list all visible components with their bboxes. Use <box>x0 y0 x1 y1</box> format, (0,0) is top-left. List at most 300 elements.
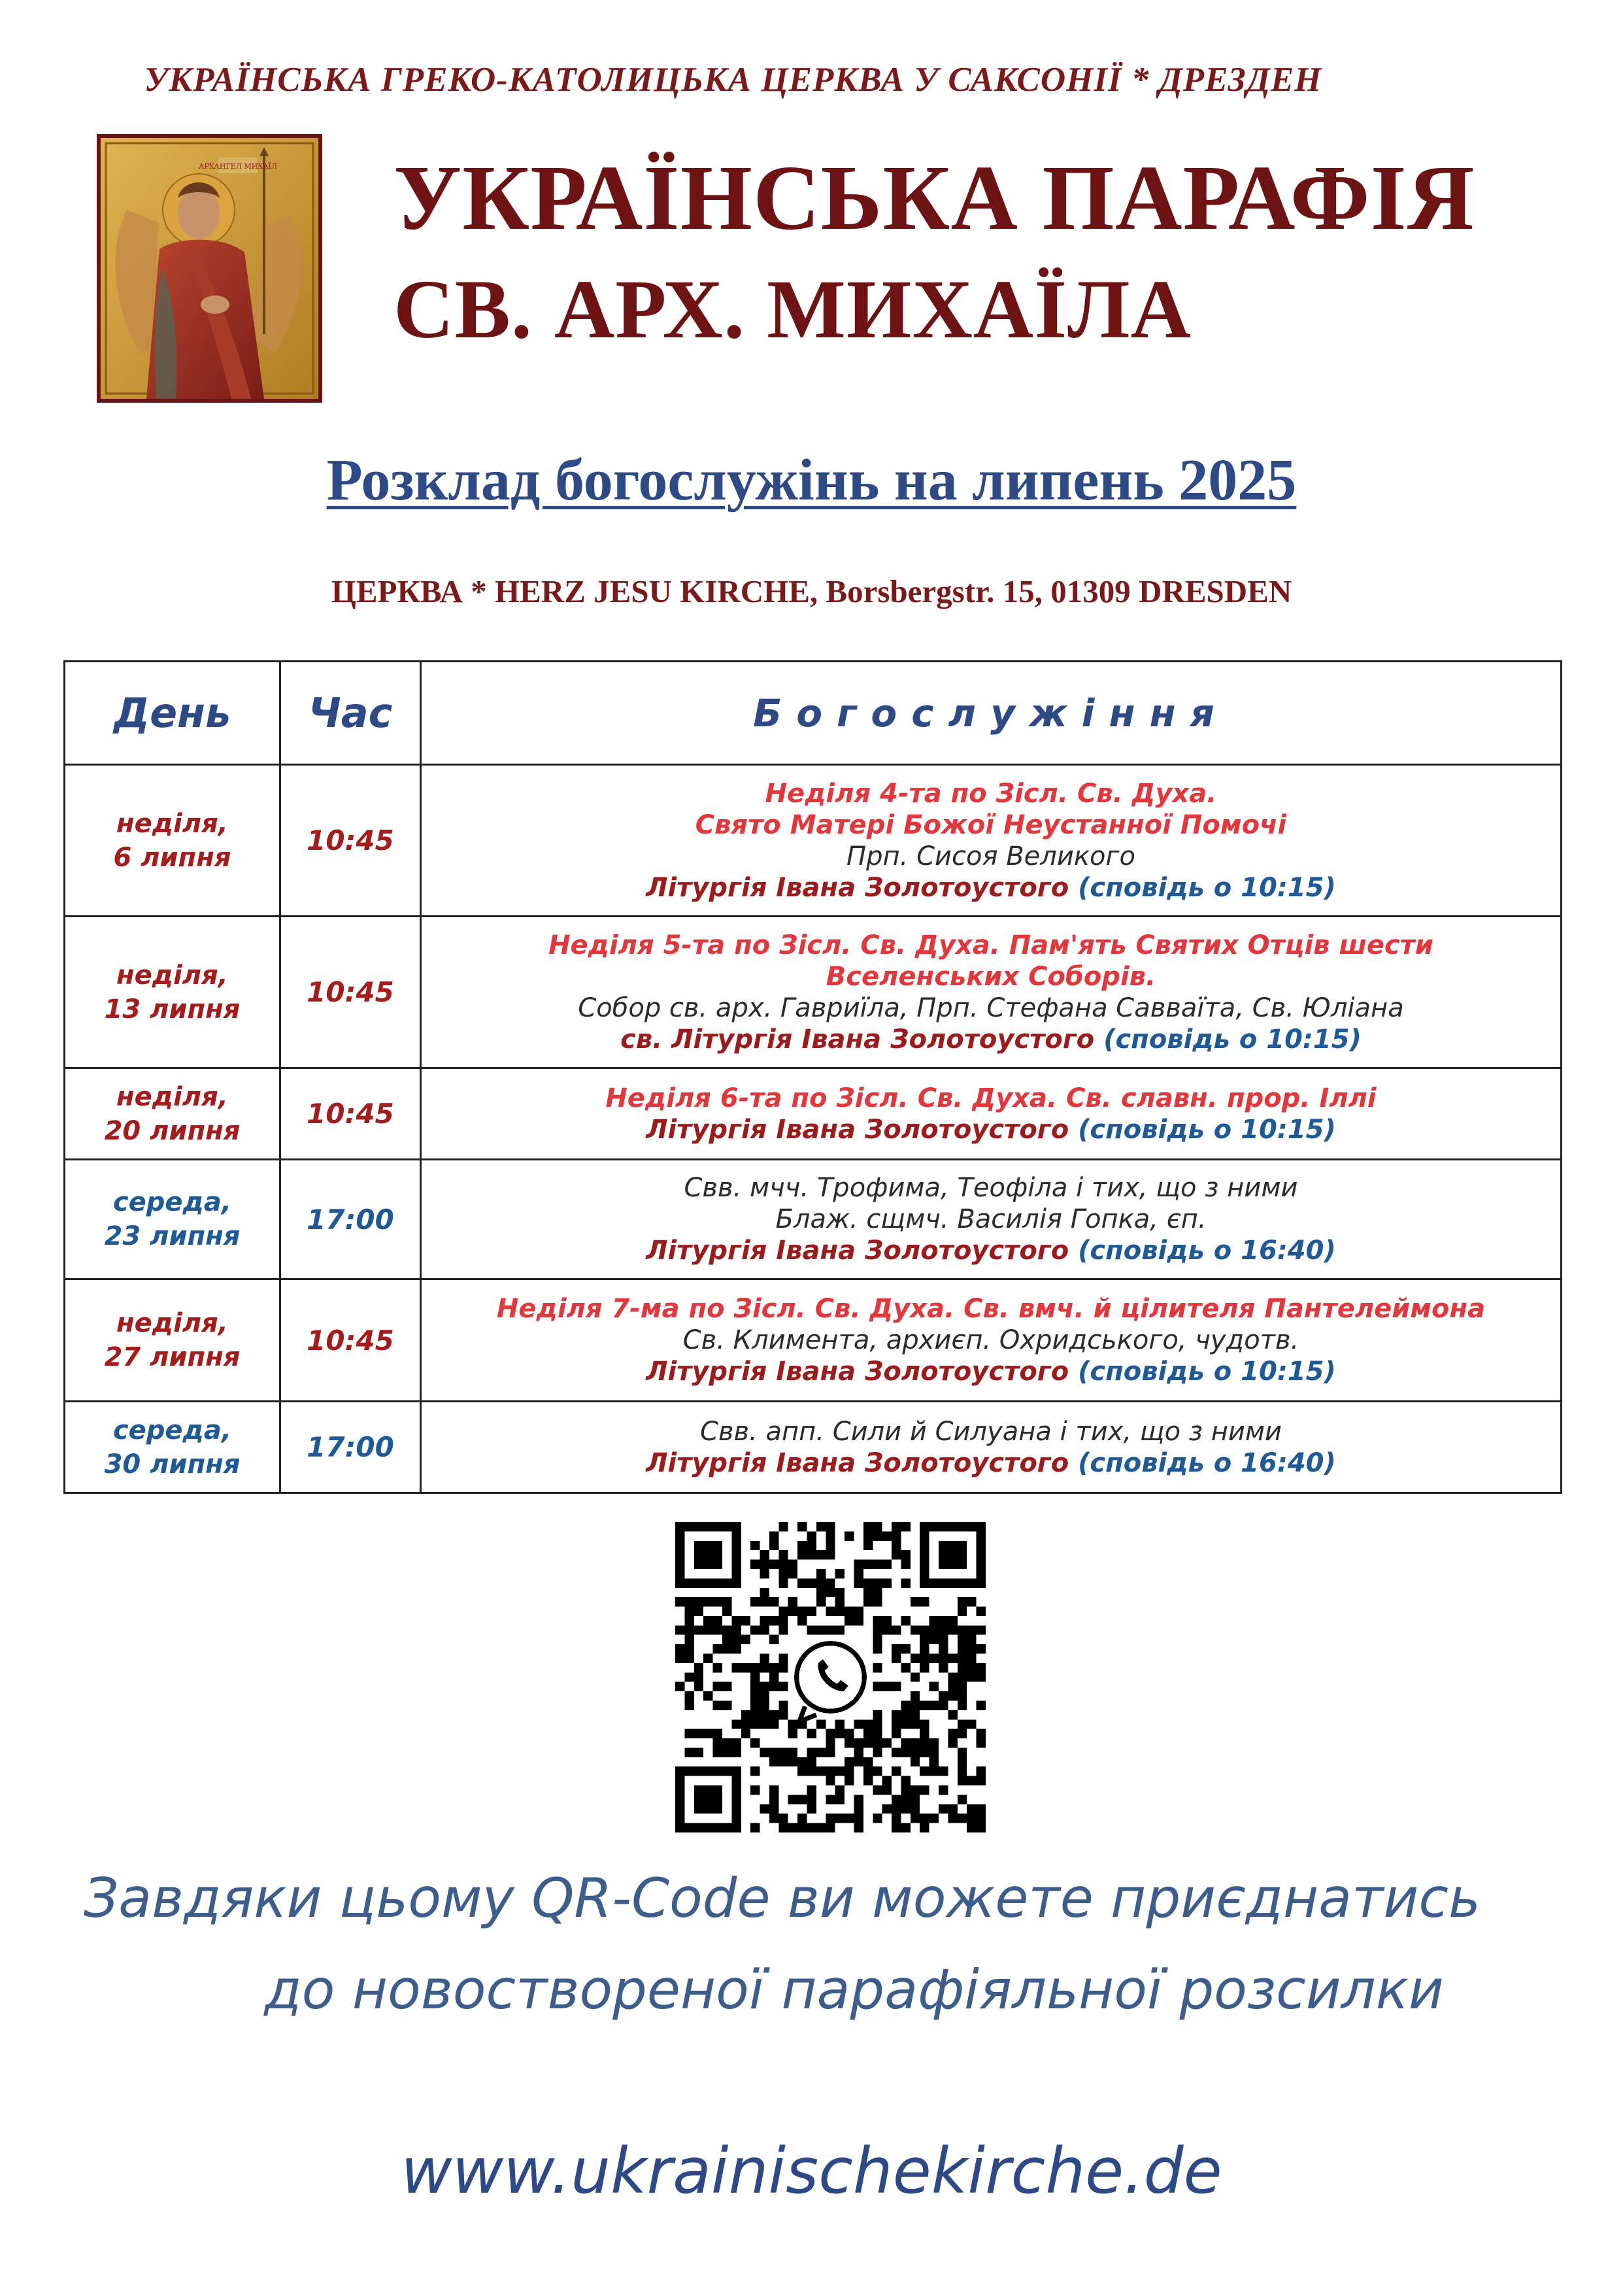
qr-module <box>675 1795 684 1804</box>
date: 13 липня <box>104 994 241 1024</box>
qr-module <box>675 1766 684 1776</box>
qr-module <box>863 1719 873 1729</box>
cell-time: 10:45 <box>280 1068 421 1160</box>
qr-module <box>713 1644 722 1653</box>
qr-module <box>920 1635 929 1644</box>
church-header: УКРАЇНСЬКА ГРЕКО-КАТОЛИЦЬКА ЦЕРКВА У САКСОНІЇ * ДРЕЗДЕН <box>144 61 1322 99</box>
qr-module <box>703 1785 712 1795</box>
feast-line: Неділя 6-та по Зісл. Св. Духа. Св. славн. прор. Іллі <box>605 1083 1377 1113</box>
qr-module <box>760 1663 769 1672</box>
cell-day <box>65 1279 280 1402</box>
qr-module <box>967 1776 976 1785</box>
qr-module <box>977 1531 986 1540</box>
qr-module <box>703 1541 712 1550</box>
qr-module <box>713 1663 722 1672</box>
qr-module <box>807 1607 816 1616</box>
weekday: неділя, <box>116 960 228 990</box>
qr-module <box>873 1597 882 1606</box>
qr-module <box>769 1635 778 1644</box>
qr-module <box>703 1625 712 1634</box>
qr-module <box>958 1795 967 1804</box>
archangel-icon <box>101 138 318 399</box>
qr-module <box>939 1550 948 1559</box>
qr-module <box>948 1672 957 1681</box>
qr-module <box>703 1691 712 1700</box>
qr-module <box>873 1719 882 1729</box>
qr-module <box>854 1560 863 1569</box>
qr-module <box>873 1625 882 1634</box>
qr-module <box>854 1719 863 1729</box>
qr-module <box>675 1625 684 1634</box>
qr-module <box>835 1729 845 1738</box>
liturgy-name: Літургія Івана Золотоустого <box>646 1447 1069 1478</box>
qr-module <box>713 1541 722 1550</box>
qr-module <box>873 1616 882 1625</box>
qr-module <box>873 1531 882 1540</box>
qr-module <box>731 1776 741 1785</box>
qr-module <box>769 1814 778 1823</box>
qr-module <box>948 1541 957 1550</box>
qr-module <box>769 1597 778 1606</box>
qr-module <box>769 1804 778 1814</box>
qr-module <box>958 1691 967 1700</box>
qr-module <box>807 1804 816 1814</box>
qr-module <box>854 1616 863 1625</box>
qr-module <box>731 1747 741 1757</box>
qr-module <box>939 1635 948 1644</box>
qr-module <box>750 1738 760 1747</box>
icon-inscription: АРХАНГЕЛ МИХАЇЛ <box>198 162 278 171</box>
qr-module <box>713 1795 722 1804</box>
qr-module <box>731 1795 741 1804</box>
table-row <box>65 1279 1562 1402</box>
qr-module <box>929 1814 939 1823</box>
qr-module <box>863 1531 873 1540</box>
qr-code-graphic <box>675 1522 986 1832</box>
qr-module <box>929 1757 939 1766</box>
qr-module <box>797 1757 807 1766</box>
qr-module <box>948 1654 957 1663</box>
qr-module <box>722 1625 731 1634</box>
qr-module <box>713 1738 722 1747</box>
qr-module <box>863 1757 873 1766</box>
qr-module <box>675 1654 684 1663</box>
qr-module <box>854 1795 863 1804</box>
cell-service <box>421 765 1562 917</box>
qr-module <box>892 1625 901 1634</box>
qr-module <box>977 1644 986 1653</box>
qr-module <box>958 1522 967 1531</box>
qr-module <box>892 1719 901 1729</box>
qr-module <box>703 1795 712 1804</box>
qr-module <box>882 1738 892 1747</box>
qr-module <box>892 1823 901 1832</box>
qr-module <box>977 1804 986 1814</box>
qr-module <box>929 1578 939 1587</box>
qr-module <box>958 1644 967 1653</box>
qr-module <box>911 1785 920 1795</box>
qr-module <box>731 1635 741 1644</box>
qr-module <box>873 1682 882 1691</box>
qr-module <box>713 1625 722 1634</box>
qr-module <box>901 1785 910 1795</box>
parish-title-line1: УКРАЇНСЬКА ПАРАФІЯ <box>393 146 1475 249</box>
qr-module <box>835 1719 845 1729</box>
weekday: середа, <box>112 1415 232 1445</box>
qr-module <box>958 1814 967 1823</box>
qr-module <box>958 1550 967 1559</box>
qr-module <box>967 1672 976 1681</box>
qr-module <box>694 1729 703 1738</box>
parish-title-line2: СВ. АРХ. МИХАЇЛА <box>393 263 1192 356</box>
qr-module <box>694 1766 703 1776</box>
qr-module <box>863 1560 873 1569</box>
qr-module <box>939 1804 948 1814</box>
header-day: День <box>65 662 280 765</box>
qr-module <box>826 1588 835 1597</box>
cell-time: 17:00 <box>280 1160 421 1279</box>
qr-module <box>778 1616 788 1625</box>
qr-module <box>977 1560 986 1569</box>
qr-module <box>741 1719 750 1729</box>
qr-module <box>892 1550 901 1559</box>
qr-module <box>778 1663 788 1672</box>
qr-module <box>826 1776 835 1785</box>
qr-module <box>958 1625 967 1634</box>
qr-module <box>958 1682 967 1691</box>
qr-module <box>882 1682 892 1691</box>
qr-module <box>854 1738 863 1747</box>
qr-module <box>731 1766 741 1776</box>
qr-module <box>911 1814 920 1823</box>
qr-module <box>731 1738 741 1747</box>
qr-module <box>967 1644 976 1653</box>
qr-module <box>892 1814 901 1823</box>
qr-module <box>797 1766 807 1776</box>
qr-module <box>958 1757 967 1766</box>
qr-module <box>948 1691 957 1700</box>
qr-module <box>873 1663 882 1672</box>
qr-module <box>694 1578 703 1587</box>
qr-module <box>854 1823 863 1832</box>
qr-module <box>977 1569 986 1578</box>
qr-module <box>977 1672 986 1681</box>
qr-module <box>816 1823 826 1832</box>
saints-line: Блаж. сщмч. Василія Гопка, єп. <box>775 1204 1207 1234</box>
qr-module <box>920 1719 929 1729</box>
qr-module <box>807 1747 816 1757</box>
qr-module <box>920 1654 929 1663</box>
qr-module <box>684 1625 694 1634</box>
qr-module <box>911 1700 920 1710</box>
qr-module <box>835 1588 845 1597</box>
qr-module <box>741 1729 750 1738</box>
saints-line: Свв. апп. Сили й Силуана і тих, що з ними <box>699 1416 1282 1447</box>
liturgy-name: Літургія Івана Золотоустого <box>646 1114 1069 1145</box>
qr-module <box>920 1578 929 1587</box>
qr-module <box>901 1700 910 1710</box>
qr-module <box>750 1785 760 1795</box>
qr-module <box>769 1747 778 1757</box>
qr-module <box>788 1757 797 1766</box>
qr-module <box>920 1644 929 1653</box>
date: 6 липня <box>113 842 231 873</box>
qr-module <box>816 1588 826 1597</box>
qr-module <box>722 1682 731 1691</box>
qr-module <box>939 1625 948 1634</box>
qr-module <box>750 1710 760 1719</box>
qr-module <box>675 1776 684 1785</box>
qr-module <box>892 1654 901 1663</box>
qr-module <box>920 1569 929 1578</box>
qr-module <box>892 1531 901 1540</box>
qr-module <box>713 1682 722 1691</box>
qr-module <box>722 1747 731 1757</box>
qr-module <box>911 1795 920 1804</box>
qr-module <box>929 1616 939 1625</box>
saints-line: Свв. мчч. Трофима, Теофіла і тих, що з ними <box>684 1173 1298 1203</box>
table-row <box>65 1402 1562 1493</box>
website-link[interactable]: www.ukrainischekirche.de <box>401 2135 1222 2208</box>
qr-module <box>845 1531 854 1540</box>
qr-module <box>797 1578 807 1587</box>
qr-module <box>816 1625 826 1634</box>
qr-module <box>977 1625 986 1634</box>
date: 30 липня <box>104 1449 241 1479</box>
qr-module <box>684 1607 694 1616</box>
qr-module <box>958 1541 967 1550</box>
qr-module <box>977 1541 986 1550</box>
qr-module <box>816 1578 826 1587</box>
qr-module <box>797 1795 807 1804</box>
qr-module <box>835 1597 845 1606</box>
qr-module <box>769 1795 778 1804</box>
qr-module <box>892 1729 901 1738</box>
qr-module <box>977 1700 986 1710</box>
qr-module <box>948 1804 957 1814</box>
qr-module <box>854 1757 863 1766</box>
qr-module <box>797 1522 807 1531</box>
qr-module <box>694 1682 703 1691</box>
qr-module <box>731 1719 741 1729</box>
qr-module <box>713 1747 722 1757</box>
qr-module <box>826 1795 835 1804</box>
qr-module <box>788 1569 797 1578</box>
qr-module <box>948 1616 957 1625</box>
qr-module <box>769 1616 778 1625</box>
qr-module <box>778 1700 788 1710</box>
qr-module <box>684 1635 694 1644</box>
qr-module <box>675 1531 684 1540</box>
qr-module <box>958 1597 967 1606</box>
qr-module <box>901 1747 910 1757</box>
table-row <box>65 1160 1562 1279</box>
qr-module <box>826 1823 835 1832</box>
qr-module <box>750 1672 760 1681</box>
confession-time: (сповідь о 16:40) <box>1078 1447 1336 1478</box>
qr-module <box>826 1747 835 1757</box>
qr-module <box>977 1766 986 1776</box>
qr-module <box>760 1588 769 1597</box>
qr-module <box>675 1814 684 1823</box>
qr-module <box>901 1560 910 1569</box>
qr-module <box>948 1738 957 1747</box>
qr-module <box>778 1710 788 1719</box>
cell-time: 10:45 <box>280 1279 421 1402</box>
qr-module <box>835 1625 845 1634</box>
qr-module <box>731 1616 741 1625</box>
qr-module <box>684 1597 694 1606</box>
qr-module <box>760 1719 769 1729</box>
qr-module <box>835 1569 845 1578</box>
qr-module <box>760 1597 769 1606</box>
qr-module <box>958 1654 967 1663</box>
qr-module <box>967 1823 976 1832</box>
qr-module <box>703 1804 712 1814</box>
qr-module <box>703 1729 712 1738</box>
qr-module <box>835 1607 845 1616</box>
qr-module <box>760 1710 769 1719</box>
qr-module <box>731 1785 741 1795</box>
qr-module <box>694 1625 703 1634</box>
qr-module <box>845 1616 854 1625</box>
qr-module <box>873 1644 882 1653</box>
whatsapp-qr-code[interactable] <box>675 1522 986 1832</box>
qr-module <box>939 1560 948 1569</box>
qr-module <box>694 1522 703 1531</box>
qr-module <box>929 1700 939 1710</box>
qr-module <box>760 1747 769 1757</box>
feast-line: Неділя 7-ма по Зісл. Св. Духа. Св. вмч. й цілителя Пантелеймона <box>496 1294 1486 1324</box>
qr-module <box>845 1757 854 1766</box>
qr-module <box>873 1588 882 1597</box>
qr-module <box>769 1560 778 1569</box>
qr-module <box>750 1560 760 1569</box>
table-header-row <box>65 662 1562 765</box>
qr-module <box>703 1578 712 1587</box>
qr-module <box>731 1569 741 1578</box>
qr-module <box>722 1578 731 1587</box>
qr-module <box>778 1682 788 1691</box>
qr-module <box>713 1522 722 1531</box>
saints-line: Св. Климента, архиєп. Охридського, чудотв. <box>682 1325 1299 1355</box>
qr-module <box>816 1766 826 1776</box>
qr-module <box>854 1578 863 1587</box>
qr-module <box>854 1607 863 1616</box>
qr-module <box>722 1522 731 1531</box>
qr-module <box>807 1531 816 1540</box>
qr-module <box>694 1747 703 1757</box>
qr-module <box>826 1541 835 1550</box>
qr-module <box>694 1823 703 1832</box>
qr-module <box>958 1719 967 1729</box>
qr-module <box>958 1747 967 1757</box>
qr-module <box>694 1795 703 1804</box>
qr-module <box>863 1766 873 1776</box>
qr-module <box>675 1569 684 1578</box>
qr-module <box>892 1766 901 1776</box>
qr-module <box>675 1541 684 1550</box>
qr-module <box>929 1738 939 1747</box>
qr-module <box>901 1776 910 1785</box>
qr-module <box>929 1522 939 1531</box>
qr-module <box>939 1578 948 1587</box>
confession-time: (сповідь о 16:40) <box>1078 1236 1336 1266</box>
qr-module <box>826 1607 835 1616</box>
qr-module <box>797 1814 807 1823</box>
table-row <box>65 765 1562 917</box>
qr-module <box>863 1729 873 1738</box>
qr-module <box>816 1747 826 1757</box>
qr-module <box>873 1738 882 1747</box>
schedule-title: Розклад богослужінь на липень 2025 <box>326 448 1297 513</box>
qr-module <box>675 1578 684 1587</box>
qr-module <box>977 1578 986 1587</box>
qr-module <box>948 1729 957 1738</box>
qr-module <box>760 1682 769 1691</box>
qr-module <box>750 1682 760 1691</box>
church-address: ЦЕРКВА * HERZ JESU KIRCHE, Borsbergstr. 15, 01309 DRESDEN <box>331 573 1292 609</box>
qr-module <box>731 1814 741 1823</box>
qr-module <box>873 1560 882 1569</box>
feast-line: Вселенських Соборів. <box>826 961 1156 992</box>
qr-module <box>741 1616 750 1625</box>
qr-module <box>863 1588 873 1597</box>
liturgy-line <box>428 1447 1554 1479</box>
qr-module <box>967 1625 976 1634</box>
qr-module <box>703 1560 712 1569</box>
qr-module <box>892 1795 901 1804</box>
qr-module <box>892 1710 901 1719</box>
feast-line: Свято Матері Божої Неустанної Помочі <box>695 809 1287 840</box>
qr-module <box>939 1644 948 1653</box>
qr-module <box>807 1823 816 1832</box>
qr-module <box>778 1654 788 1663</box>
qr-module <box>845 1766 854 1776</box>
confession-time: (сповідь о 10:15) <box>1078 1114 1336 1145</box>
qr-module <box>788 1607 797 1616</box>
qr-module <box>977 1663 986 1672</box>
qr-module <box>939 1691 948 1700</box>
qr-module <box>807 1541 816 1550</box>
qr-module <box>845 1607 854 1616</box>
cell-day <box>65 1160 280 1279</box>
qr-module <box>939 1663 948 1672</box>
qr-module <box>948 1814 957 1823</box>
qr-module <box>939 1785 948 1795</box>
qr-module <box>939 1541 948 1550</box>
weekday: неділя, <box>116 1308 228 1338</box>
qr-module <box>920 1522 929 1531</box>
qr-module <box>694 1541 703 1550</box>
qr-module <box>854 1747 863 1757</box>
qr-module <box>892 1644 901 1653</box>
qr-module <box>854 1569 863 1578</box>
qr-module <box>778 1625 788 1634</box>
cell-service <box>421 1279 1562 1402</box>
qr-module <box>760 1569 769 1578</box>
qr-module <box>911 1691 920 1700</box>
qr-module <box>722 1700 731 1710</box>
qr-module <box>675 1823 684 1832</box>
qr-module <box>911 1747 920 1757</box>
cell-service <box>421 917 1562 1068</box>
qr-module <box>882 1776 892 1785</box>
qr-module <box>882 1785 892 1795</box>
qr-module <box>722 1738 731 1747</box>
liturgy-line <box>428 1235 1554 1266</box>
qr-module <box>967 1804 976 1814</box>
